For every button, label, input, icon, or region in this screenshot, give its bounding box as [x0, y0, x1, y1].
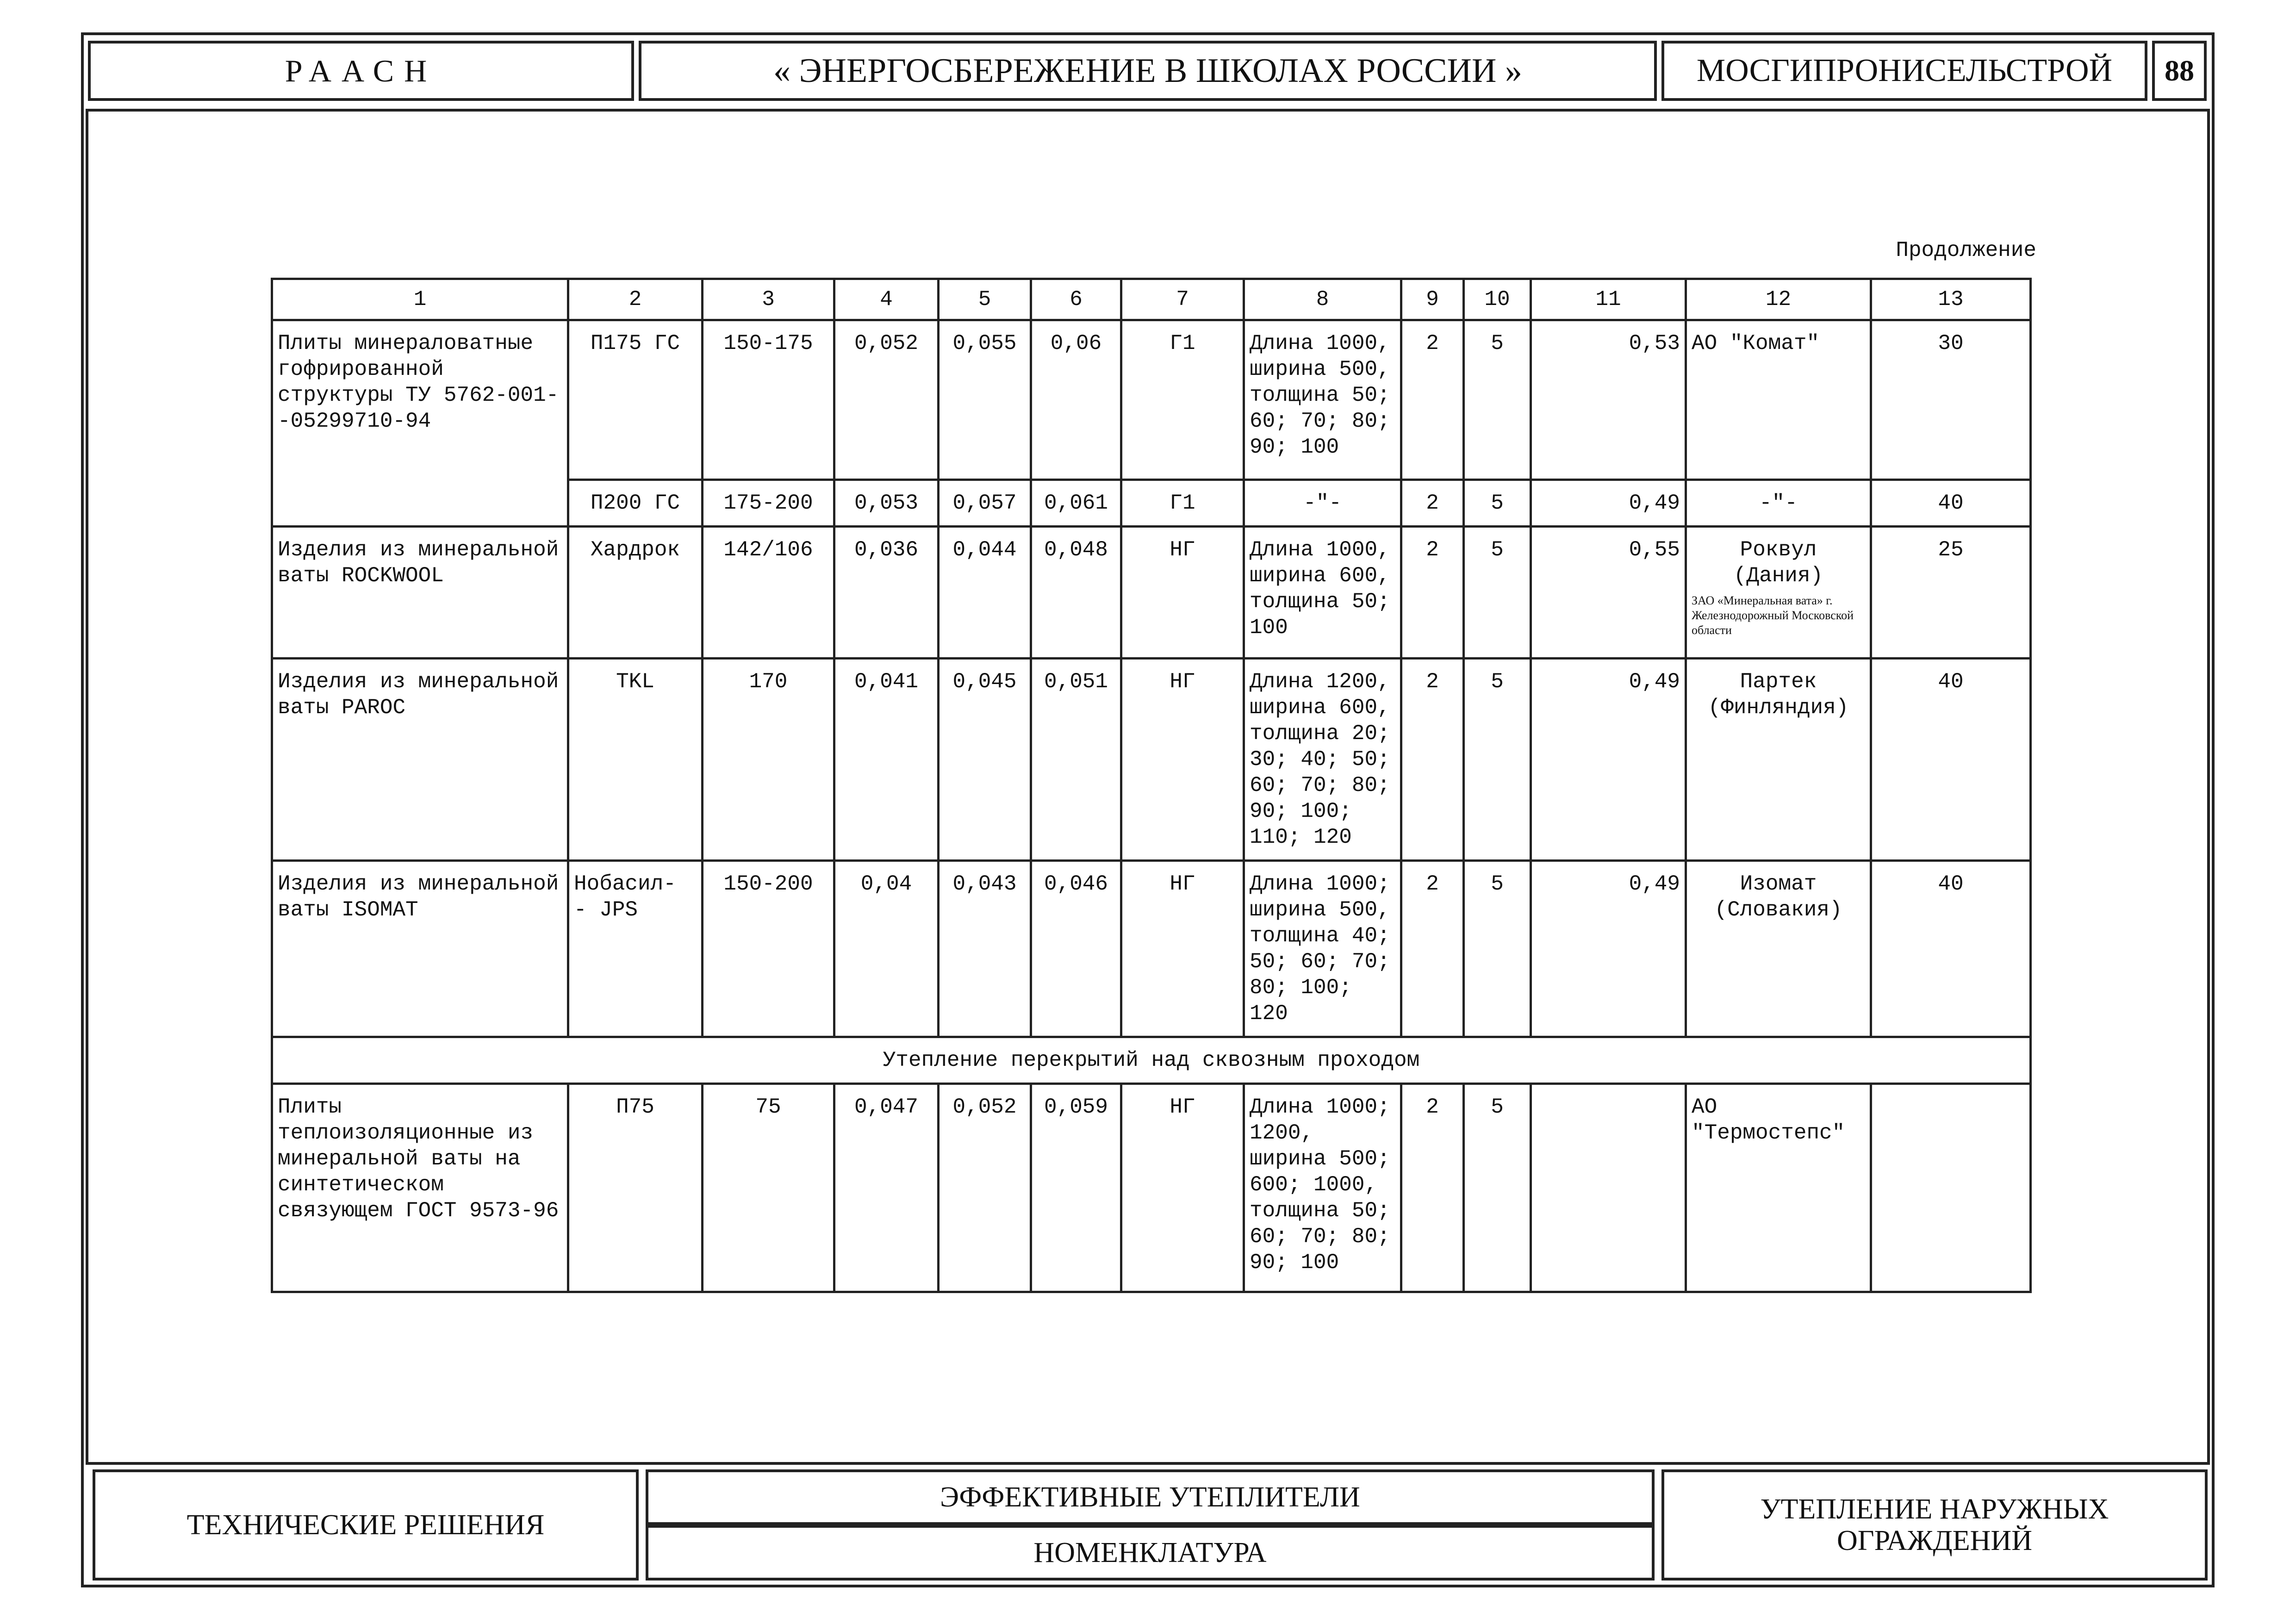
cell-col10: 5: [1464, 1084, 1531, 1292]
cell-col10: 5: [1464, 861, 1531, 1037]
manufacturer: Изомат (Словакия): [1686, 861, 1871, 1037]
product-name: Плиты минераловатные гофрированной структуры ТУ 5762-001--05299710-94: [272, 320, 568, 527]
dimensions: Длина 1000, ширина 500, толщина 50; 60; 70; 80; 90; 100: [1244, 320, 1401, 480]
density: 75: [703, 1084, 834, 1292]
dimensions: Длина 1000; ширина 500, толщина 40; 50; 60; 70; 80; 100; 120: [1244, 861, 1401, 1037]
cell-col4: 0,04: [834, 861, 939, 1037]
cell-col11: 0,49: [1531, 659, 1686, 861]
manufacturer: -"-: [1686, 480, 1871, 527]
cell-col11: 0,49: [1531, 480, 1686, 527]
header-org-right: МОСГИПРОНИСЕЛЬСТРОЙ: [1661, 41, 2147, 101]
cell-col6: 0,059: [1031, 1084, 1121, 1292]
manufacturer: [1686, 527, 1871, 659]
table-header-row: [272, 279, 2031, 320]
cell-col10: 5: [1464, 659, 1531, 861]
product-name: Изделия из минеральной ваты ROCKWOOL: [272, 527, 568, 659]
column-header: 11: [1531, 279, 1686, 320]
cell-col6: 0,061: [1031, 480, 1121, 527]
column-header: 1: [272, 279, 568, 320]
cell-col13: 40: [1871, 861, 2031, 1037]
manufacturer: Партек (Финляндия): [1686, 659, 1871, 861]
manufacturer-note: ЗАО «Минеральная вата» г. Железнодорожный Московской области: [1692, 594, 1854, 637]
table-row: [272, 861, 2031, 1037]
product-mark: TKL: [568, 659, 703, 861]
dimensions: Длина 1200, ширина 600, толщина 20; 30; 40; 50; 60; 70; 80; 90; 100; 110; 120: [1244, 659, 1401, 861]
manufacturer: АО "Термостепс": [1686, 1084, 1871, 1292]
cell-col6: 0,06: [1031, 320, 1121, 480]
product-mark: П175 ГС: [568, 320, 703, 480]
footer-section-left: ТЕХНИЧЕСКИЕ РЕШЕНИЯ: [93, 1469, 639, 1580]
table-row: [272, 527, 2031, 659]
cell-col4: 0,047: [834, 1084, 939, 1292]
product-name: Изделия из минеральной ваты PAROC: [272, 659, 568, 861]
product-mark: Хардрок: [568, 527, 703, 659]
cell-col13: [1871, 1084, 2031, 1292]
product-name: Плиты теплоизоляционные из минеральной ваты на синтетическом связующем ГОСТ 9573-96: [272, 1084, 568, 1292]
cell-col10: 5: [1464, 527, 1531, 659]
cell-col6: 0,048: [1031, 527, 1121, 659]
column-header: 2: [568, 279, 703, 320]
cell-col6: 0,046: [1031, 861, 1121, 1037]
product-mark: Нобасил- - JPS: [568, 861, 703, 1037]
cell-col9: 2: [1401, 1084, 1464, 1292]
header-title: « ЭНЕРГОСБЕРЕЖЕНИЕ В ШКОЛАХ РОССИИ »: [639, 41, 1657, 101]
density: 170: [703, 659, 834, 861]
product-mark: П200 ГС: [568, 480, 703, 527]
column-header: 8: [1244, 279, 1401, 320]
column-header: 3: [703, 279, 834, 320]
cell-col9: 2: [1401, 527, 1464, 659]
table-row: [272, 659, 2031, 861]
manufacturer-name: Роквул (Дания): [1733, 538, 1823, 588]
table-row: [272, 1084, 2031, 1292]
cell-col13: 25: [1871, 527, 2031, 659]
page-number: 88: [2152, 41, 2207, 101]
product-name: Изделия из минеральной ваты ISOMAT: [272, 861, 568, 1037]
column-header: 10: [1464, 279, 1531, 320]
cell-col11: 0,53: [1531, 320, 1686, 480]
cell-col4: 0,053: [834, 480, 939, 527]
cell-col11: 0,55: [1531, 527, 1686, 659]
cell-col9: 2: [1401, 861, 1464, 1037]
column-header: 7: [1121, 279, 1244, 320]
manufacturer: АО "Комат": [1686, 320, 1871, 480]
column-header: 9: [1401, 279, 1464, 320]
section-header-row: [272, 1037, 2031, 1084]
header-org-left: РААСН: [88, 41, 634, 101]
cell-col9: 2: [1401, 659, 1464, 861]
cell-col11: 0,49: [1531, 861, 1686, 1037]
footer-section-subtitle: НОМЕНКЛАТУРА: [646, 1525, 1655, 1580]
cell-col11: [1531, 1084, 1686, 1292]
cell-col13: 40: [1871, 659, 2031, 861]
cell-col6: 0,051: [1031, 659, 1121, 861]
density: 150-175: [703, 320, 834, 480]
column-header: 13: [1871, 279, 2031, 320]
cell-col9: 2: [1401, 320, 1464, 480]
dimensions: Длина 1000; 1200, ширина 500; 600; 1000, толщина 50; 60; 70; 80; 90; 100: [1244, 1084, 1401, 1292]
insulation-table: [271, 278, 2032, 1293]
cell-col13: 40: [1871, 480, 2031, 527]
cell-col10: 5: [1464, 480, 1531, 527]
cell-col13: 30: [1871, 320, 2031, 480]
cell-col5: 0,057: [939, 480, 1031, 527]
continuation-label: Продолжение: [1896, 238, 2036, 262]
cell-col4: 0,041: [834, 659, 939, 861]
fire-group: НГ: [1121, 659, 1244, 861]
dimensions: Длина 1000, ширина 600, толщина 50; 100: [1244, 527, 1401, 659]
column-header: 12: [1686, 279, 1871, 320]
density: 150-200: [703, 861, 834, 1037]
column-header: 6: [1031, 279, 1121, 320]
cell-col5: 0,043: [939, 861, 1031, 1037]
column-header: 4: [834, 279, 939, 320]
cell-col5: 0,055: [939, 320, 1031, 480]
fire-group: НГ: [1121, 527, 1244, 659]
footer-section-title: ЭФФЕКТИВНЫЕ УТЕПЛИТЕЛИ: [646, 1469, 1655, 1525]
fire-group: НГ: [1121, 1084, 1244, 1292]
fire-group: НГ: [1121, 861, 1244, 1037]
density: 175-200: [703, 480, 834, 527]
cell-col4: 0,036: [834, 527, 939, 659]
cell-col9: 2: [1401, 480, 1464, 527]
cell-col10: 5: [1464, 320, 1531, 480]
dimensions: -"-: [1244, 480, 1401, 527]
fire-group: Г1: [1121, 480, 1244, 527]
section-title: Утепление перекрытий над сквозным проходом: [272, 1037, 2031, 1084]
density: 142/106: [703, 527, 834, 659]
fire-group: Г1: [1121, 320, 1244, 480]
cell-col4: 0,052: [834, 320, 939, 480]
table-row: [272, 320, 2031, 480]
cell-col5: 0,045: [939, 659, 1031, 861]
product-mark: П75: [568, 1084, 703, 1292]
footer-section-right: УТЕПЛЕНИЕ НАРУЖНЫХ ОГРАЖДЕНИЙ: [1661, 1469, 2208, 1580]
cell-col5: 0,052: [939, 1084, 1031, 1292]
cell-col5: 0,044: [939, 527, 1031, 659]
column-header: 5: [939, 279, 1031, 320]
